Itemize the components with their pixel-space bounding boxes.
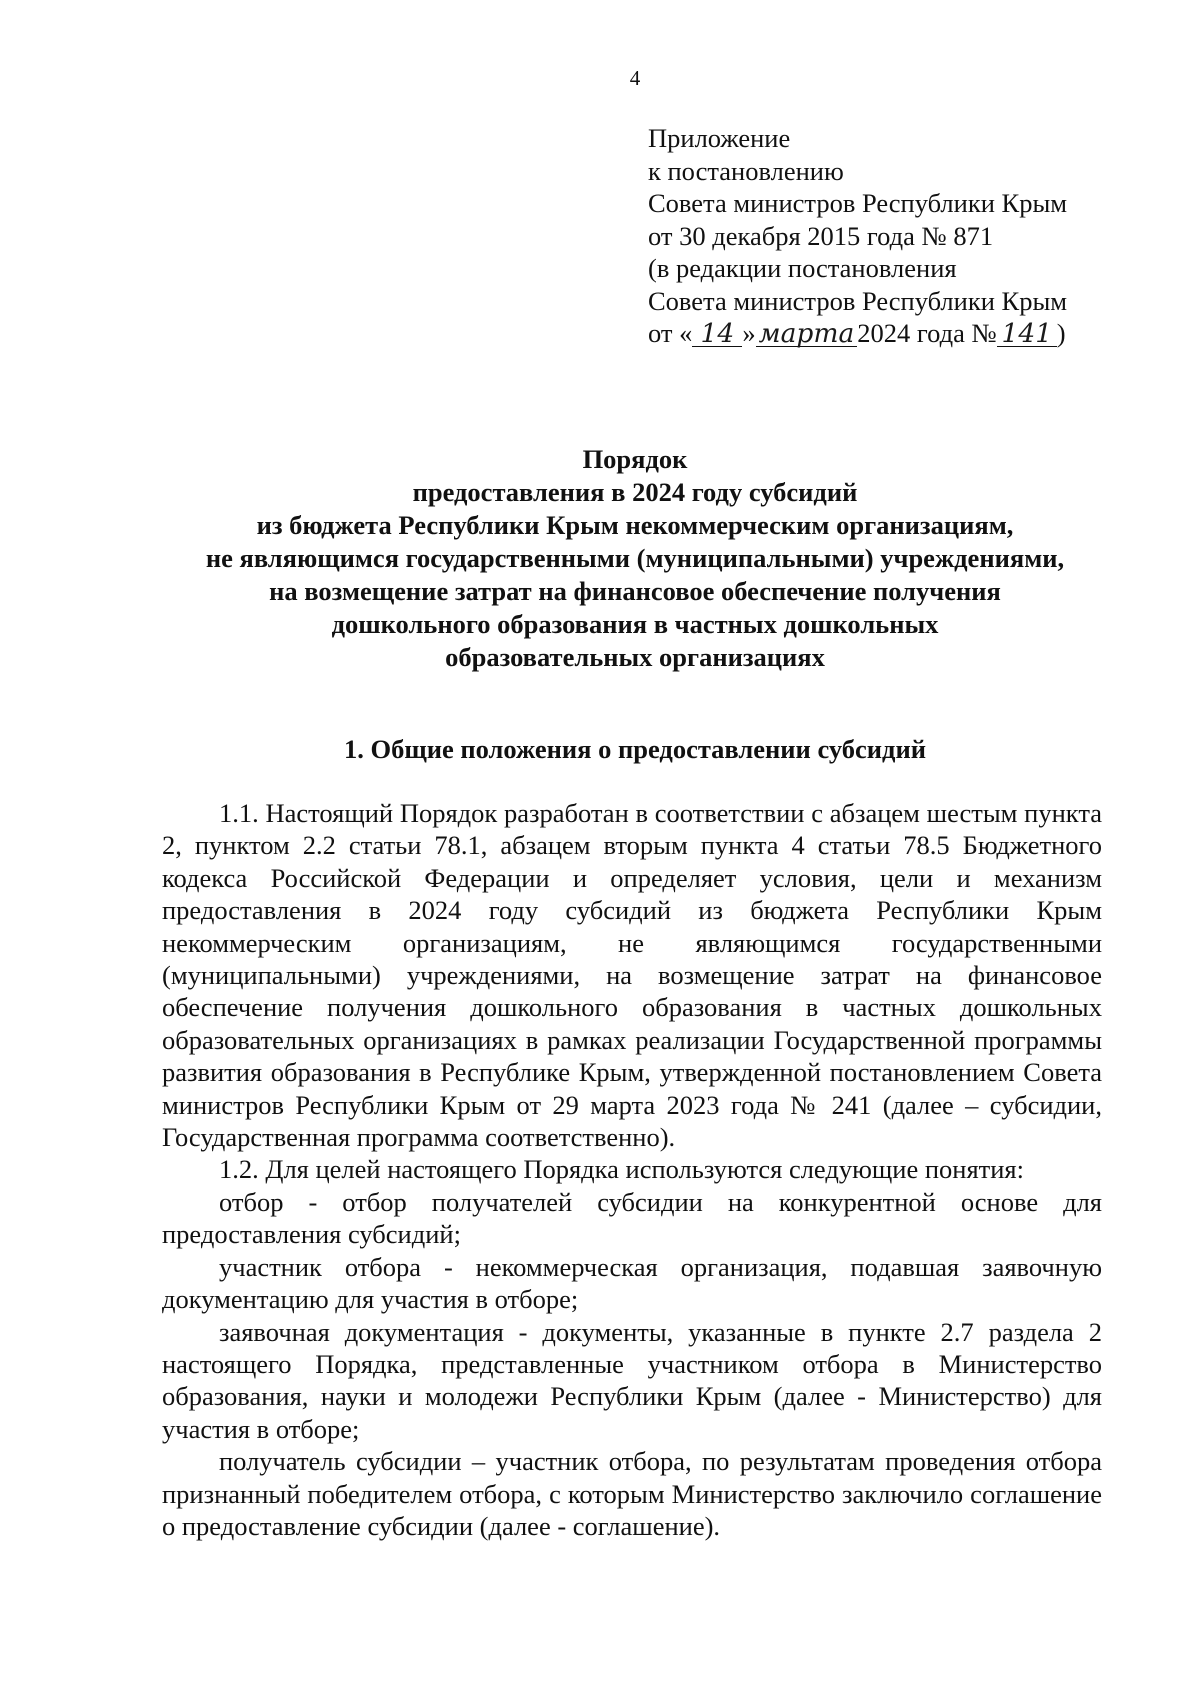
paragraph: 1.1. Настоящий Порядок разработан в соответствии с абзацем шестым пункта 2, пунктом 2.2 статьи 78.1, абзацем вторым пункта 4 статьи 78.5 Бюджетного кодекса Российской Федерации и определяет условия, цели и механизм предоставления в 2024 году субсидий из бюджета Республики Крым некоммерческим организациям, не являющимся государственными (муниципальными) учреждениями, на возмещение затрат на финансовое обеспечение получения дошкольного образования в частных дошкольных образовательных организациях в рамках реализации Государственной программы развития образования в Республике Крым, утвержденной постановлением Совета министров Республики Крым от 29 марта 2023 года № 241 (далее – субсидии, Государственная программа соответственно). <box>162 798 1102 1153</box>
appendix-line: Приложение <box>648 123 791 153</box>
title-line: Порядок <box>582 444 688 474</box>
section-body <box>162 797 1102 1542</box>
title-line: на возмещение затрат на финансовое обеспечение получения <box>269 576 1001 606</box>
appendix-line: от 30 декабря 2015 года № 871 <box>648 220 994 251</box>
title-line: образовательных организациях <box>445 642 825 672</box>
paragraph: участник отбора - некоммерческая организация, подавшая заявочную документацию для участия в отборе; <box>162 1251 1102 1315</box>
appendix-line: Совета министров Республики Крым <box>648 285 1068 316</box>
handwritten-number: 141 <box>997 322 1057 347</box>
handwritten-month: марта <box>756 322 858 347</box>
title-line: предоставления в 2024 году субсидий <box>412 477 858 507</box>
date-year: 2024 года № <box>857 318 997 348</box>
title-line: не являющимся государственными (муниципальными) учреждениями, <box>205 543 1065 573</box>
handwritten-day: 14 <box>692 322 742 347</box>
appendix-line: (в редакции постановления <box>648 253 957 283</box>
date-prefix: от « <box>648 318 693 348</box>
document-title <box>140 443 1130 674</box>
page-number: 4 <box>629 66 641 90</box>
date-separator: » <box>742 318 756 348</box>
appendix-line: к постановлению <box>648 155 844 186</box>
paragraph: заявочная документация - документы, указанные в пункте 2.7 раздела 2 настоящего Порядка, представленные участником отбора в Министерство образования, науки и молодежи Республики Крым (далее - Министерство) для участия в отборе; <box>162 1316 1102 1444</box>
paragraph: 1.2. Для целей настоящего Порядка используются следующие понятия: <box>219 1154 1024 1185</box>
paragraph: отбор - отбор получателей субсидии на конкурентной основе для предоставления субсидий; <box>162 1186 1102 1250</box>
paragraph: получатель субсидии – участник отбора, по результатам проведения отбора признанный победителем отбора, с которым Министерство заключило соглашение о предоставление субсидии (далее - соглашение). <box>162 1446 1102 1541</box>
section-heading: 1. Общие положения о предоставлении субсидий <box>343 734 926 764</box>
title-line: из бюджета Республики Крым некоммерческим организациям, <box>256 510 1014 540</box>
appendix-line: Совета министров Республики Крым <box>648 188 1068 218</box>
title-line: дошкольного образования в частных дошкольных <box>331 609 939 639</box>
appendix-date-line <box>648 317 1067 350</box>
date-suffix: ) <box>1056 318 1066 348</box>
appendix-block <box>648 122 1067 350</box>
